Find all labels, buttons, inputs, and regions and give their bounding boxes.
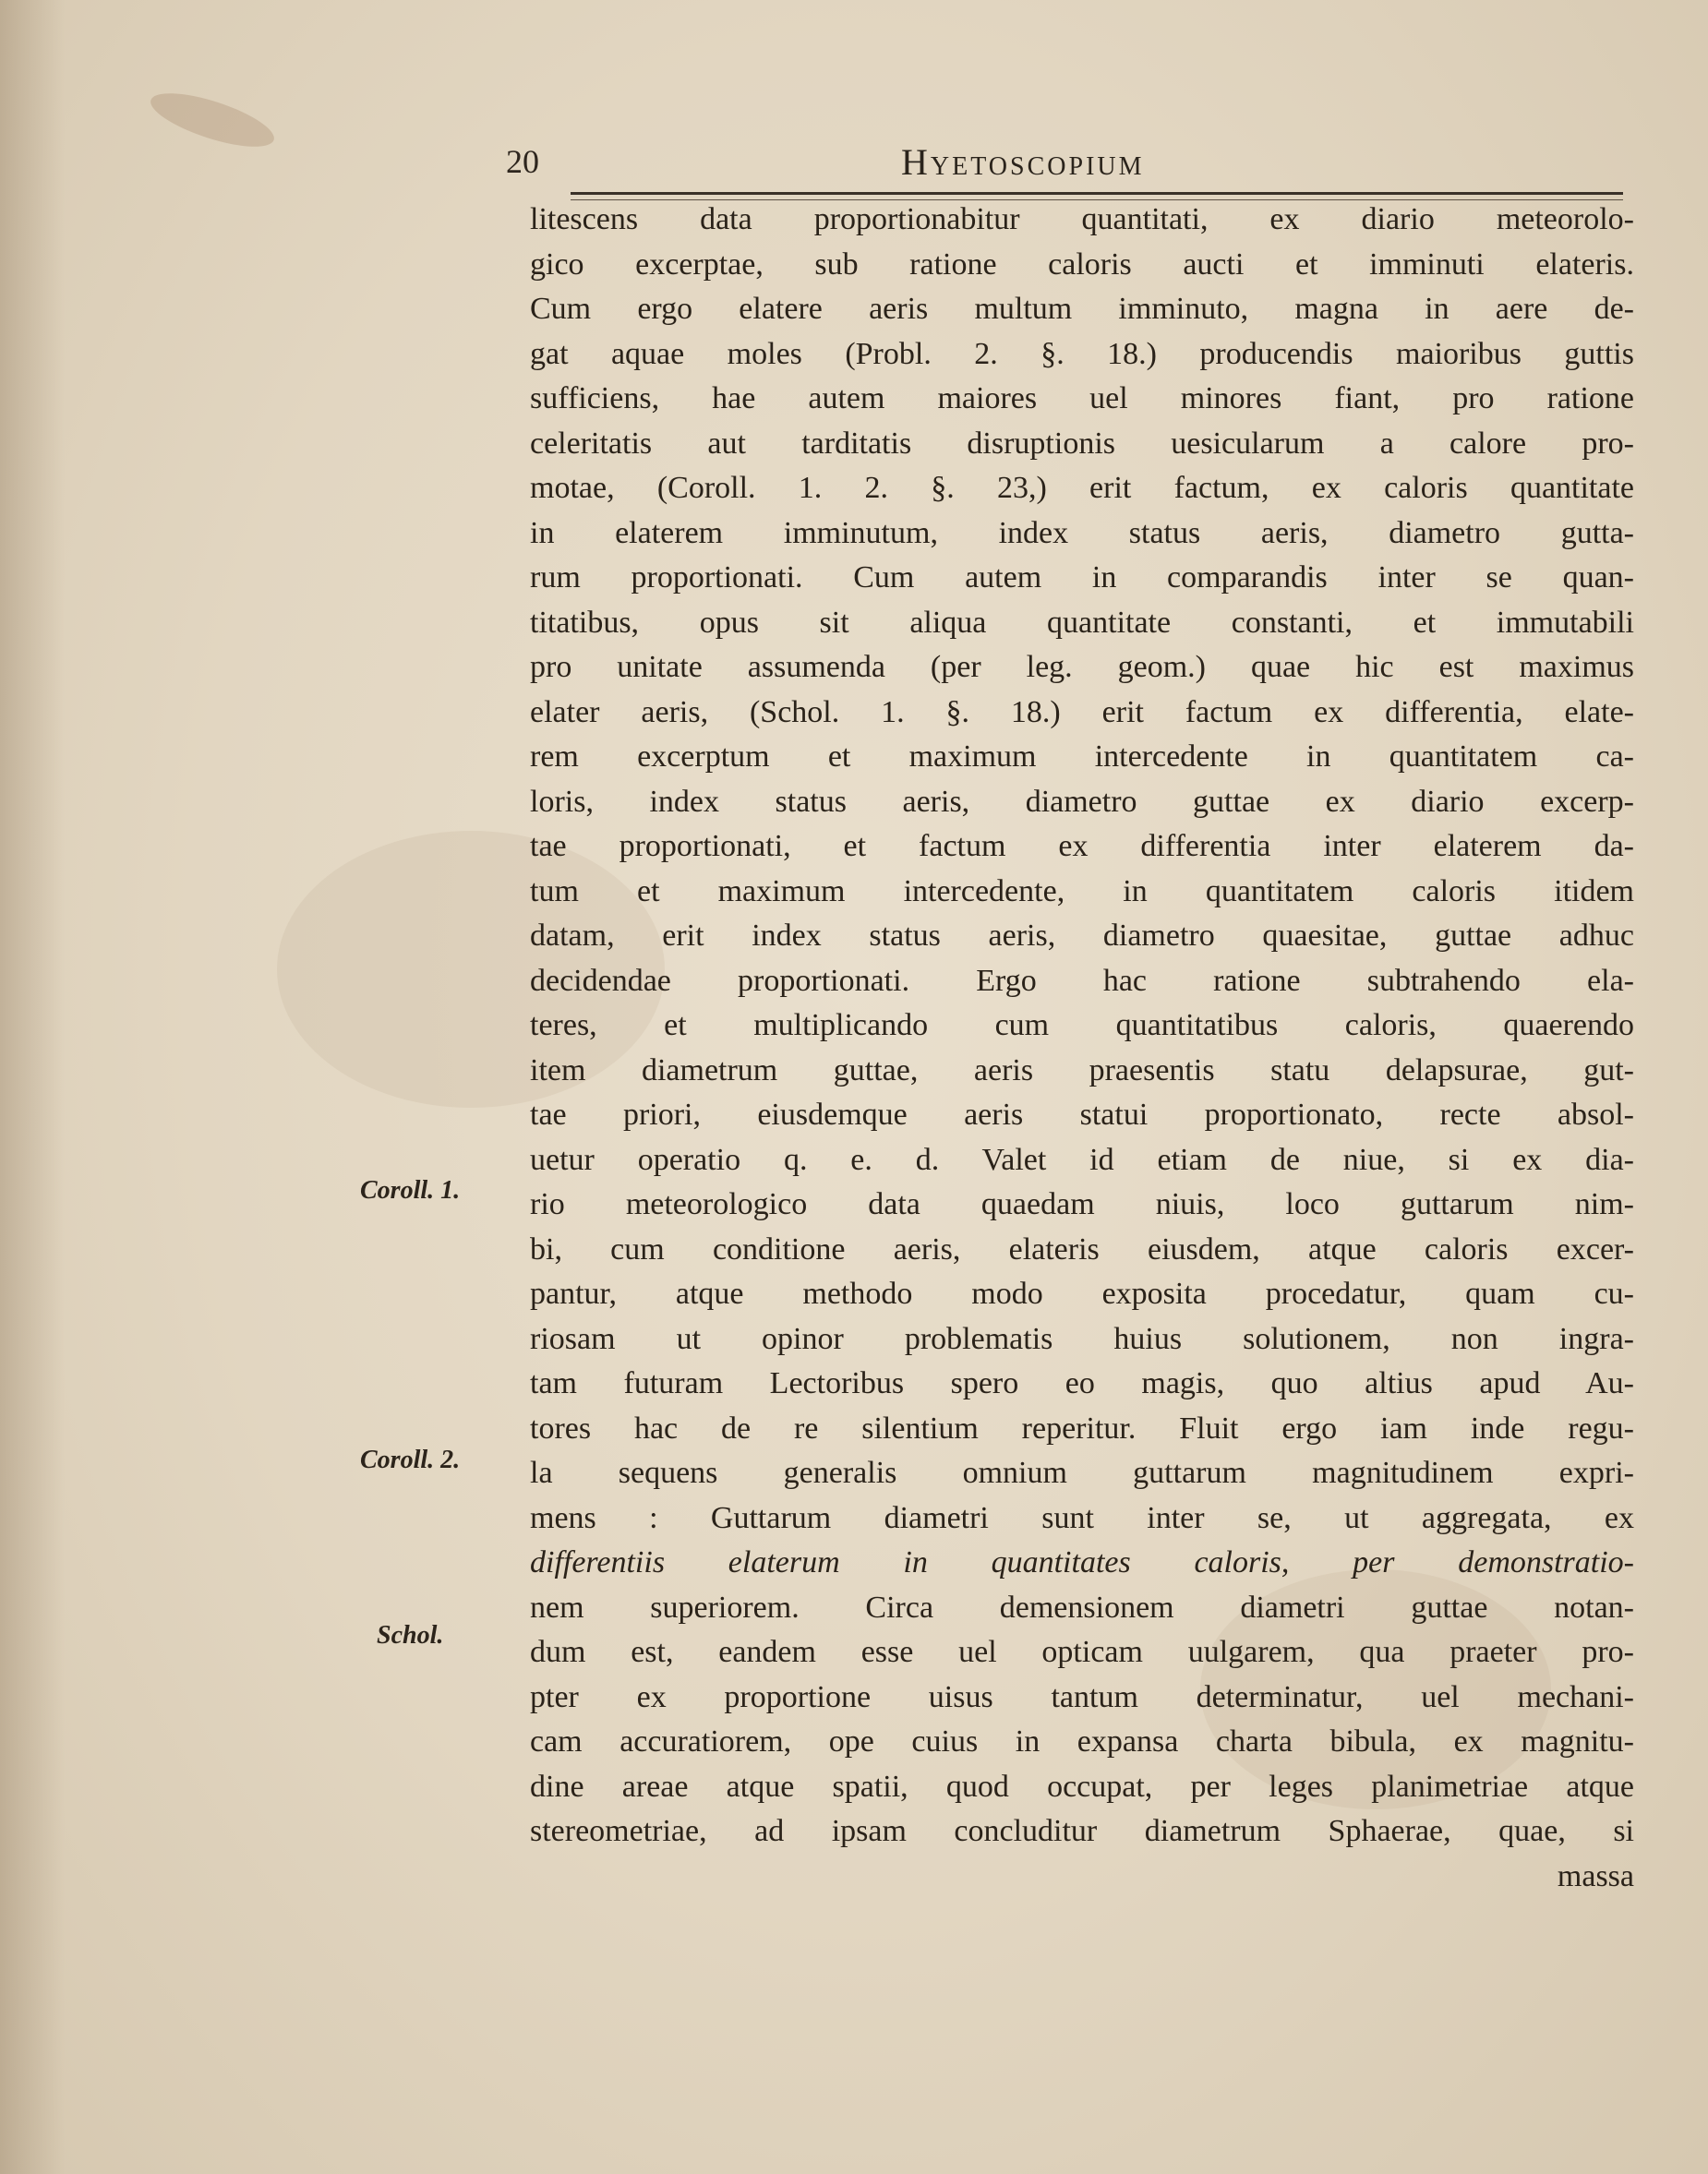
text-line: sufficiens, hae autem maiores uel minores fiant, pro ratione (530, 381, 1634, 415)
catchword: massa (1557, 1858, 1634, 1893)
text-line: bi, cum conditione aeris, elateris eiusdem, atque caloris excer- (530, 1231, 1634, 1267)
text-line: celeritatis aut tarditatis disruptionis uesicularum a calore pro- (530, 426, 1634, 461)
text-line: tae priori, eiusdemque aeris statui proportionato, recte absol- (530, 1098, 1634, 1132)
text-line: rem excerptum et maximum intercedente in quantitatem ca- (530, 739, 1634, 774)
text-line: cam accuratiorem, ope cuius in expansa charta bibula, ex magnitu- (530, 1724, 1634, 1759)
text-line: datam, erit index status aeris, diametro quaesitae, guttae adhuc (530, 919, 1634, 953)
text-line: in elaterem imminutum, index status aeris, diametro gutta- (530, 515, 1634, 550)
text-line: stereometriae, ad ipsam concluditur diametrum Sphaerae, quae, si (530, 1814, 1634, 1848)
text-line: dum est, eandem esse uel opticam uulgarem, qua praeter pro- (530, 1635, 1634, 1669)
text-line: dine areae atque spatii, quod occupat, per leges planimetriae atque (530, 1769, 1634, 1804)
text-line: rum proportionati. Cum autem in comparandis inter se quan- (530, 560, 1634, 595)
page-header (506, 142, 1623, 194)
header-rule (571, 192, 1623, 195)
text-line: gat aquae moles (Probl. 2. §. 18.) producendis maioribus guttis (530, 336, 1634, 371)
text-line: nem superiorem. Circa demensionem diametri guttae notan- (530, 1590, 1634, 1625)
text-line: tam futuram Lectoribus spero eo magis, quo altius apud Au- (530, 1366, 1634, 1400)
text-line: Cum ergo elatere aeris multum imminuto, magna in aere de- (530, 292, 1634, 326)
text-line: uetur operatio q. e. d. Valet id etiam de niue, si ex dia- (530, 1142, 1634, 1177)
text-line: pantur, atque methodo modo exposita procedatur, quam cu- (530, 1277, 1634, 1311)
text-line: litescens data proportionabitur quantitati, ex diario meteorolo- (530, 202, 1634, 236)
body-text (530, 198, 1634, 1899)
binding-shadow (0, 0, 65, 2174)
running-title: Hyetoscopium (901, 141, 1145, 183)
text-line: rio meteorologico data quaedam niuis, loco guttarum nim- (530, 1187, 1634, 1221)
text-line: differentiis elaterum in quantitates caloris, per demonstratio- (530, 1545, 1634, 1579)
text-line: tum et maximum intercedente, in quantitatem caloris itidem (530, 873, 1634, 908)
text-line: pter ex proportione uisus tantum determinatur, uel mechani- (530, 1679, 1634, 1714)
text-line: item diametrum guttae, aeris praesentis statu delapsurae, gut- (530, 1052, 1634, 1087)
text-line: elater aeris, (Schol. 1. §. 18.) erit factum ex differentia, elate- (530, 694, 1634, 729)
text-line: tores hac de re silentium reperitur. Fluit ergo iam inde regu- (530, 1411, 1634, 1446)
margin-note-schol: Schol. (377, 1621, 444, 1650)
margin-note-coroll-2: Coroll. 2. (360, 1446, 461, 1474)
text-line: pro unitate assumenda (per leg. geom.) quae hic est maximus (530, 650, 1634, 684)
text-line: motae, (Coroll. 1. 2. §. 23,) erit factum, ex caloris quantitate (530, 471, 1634, 505)
text-line: loris, index status aeris, diametro guttae ex diario excerp- (530, 784, 1634, 819)
margin-note-coroll-1: Coroll. 1. (360, 1176, 461, 1205)
text-line: mens : Guttarum diametri sunt inter se, ut aggregata, ex (530, 1500, 1634, 1535)
text-line: la sequens generalis omnium guttarum magnitudinem expri- (530, 1456, 1634, 1490)
text-line: tae proportionati, et factum ex differentia inter elaterem da- (530, 829, 1634, 863)
text-line: gico excerptae, sub ratione caloris aucti et imminuti elateris. (530, 246, 1634, 282)
text-line: teres, et multiplicando cum quantitatibus caloris, quaerendo (530, 1008, 1634, 1042)
page-number: 20 (506, 143, 539, 180)
text-line: riosam ut opinor problematis huius solutionem, non ingra- (530, 1321, 1634, 1356)
text-line: decidendae proportionati. Ergo hac ratione subtrahendo ela- (530, 963, 1634, 998)
text-line: titatibus, opus sit aliqua quantitate constanti, et immutabili (530, 605, 1634, 640)
